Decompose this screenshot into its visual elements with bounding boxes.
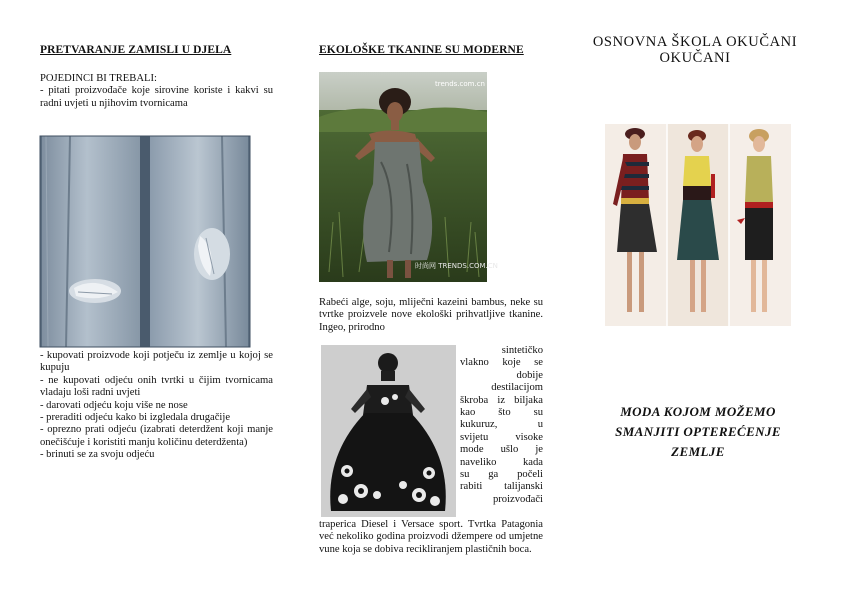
subtitle-line-1: MODA KOJOM MOŽEMO (620, 404, 776, 419)
wrap-line: proizvođači (492, 493, 543, 505)
list-item: - brinuti se za svoju odjeću (40, 449, 155, 461)
wrap-line: su ga počeli (460, 469, 543, 481)
wrap-line: škroba iz biljaka (460, 394, 543, 406)
wrap-line: svijetu visoke (460, 431, 543, 443)
col2-wrap (460, 345, 543, 506)
black-gown-photo (321, 345, 456, 517)
jeans-photo (40, 136, 250, 347)
grass-dress-photo (319, 72, 498, 282)
wrap-line: sintetičko (501, 345, 543, 356)
intro-item: - pitati proizvođače koje sirovine koriste i kakvi su radni uvjeti u njihovim tvornicama (40, 85, 273, 109)
wrap-line: dobije (516, 369, 543, 381)
wrap-line: kukuruz, u (460, 419, 543, 431)
col2-para1: Rabeći alge, soju, mliječni kazeini bambus, neke su tvrtke proizvele nove ekološki prihvatljive tkanine. Ingeo, prirodno (319, 297, 543, 333)
subtitle-line-2: SMANJITI OPTEREĆENJE (615, 424, 781, 439)
photo1-watermark-top: trends.com.cn (435, 80, 485, 88)
col2-heading: EKOLOŠKE TKANINE SU MODERNE (319, 44, 524, 56)
wrap-line: rabiti talijanski (460, 481, 543, 493)
school-line-1: OSNOVNA ŠKOLA OKUČANI (592, 34, 798, 50)
list-item: - oprezno prati odjeću (izabrati deterdžent koji manje onečišćuje i koristiti manju količinu deterdženta) (40, 424, 273, 448)
list-item: - kupovati proizvode koji potječu iz zemlje u kojoj se kupuju (40, 350, 273, 374)
intro-title: POJEDINCI BI TREBALI: (40, 73, 157, 84)
col2-para2: traperica Diesel i Versace sport. Tvrtka Patagonia već nekoliko godina proizvodi džempere od umjetne vune koja se dobiva recikliranjem plastičnih boca. (319, 519, 543, 555)
wrap-line: destilacijom (491, 382, 543, 394)
list-item: - darovati odjeću koju više ne nose (40, 399, 188, 411)
col1-heading: PRETVARANJE ZAMISLI U DJELA (40, 44, 232, 56)
school-name (560, 34, 830, 66)
photo1-watermark-bottom: 时尚网 TRENDS.COM.CN (415, 262, 498, 270)
list-item: - preraditi odjeću kako bi izgledala drugačije (40, 412, 231, 424)
wrap-line: mode ušlo je (460, 444, 543, 456)
list-item: - ne kupovati odjeću onih tvrtki u čijim tvornicama vladaju loši radni uvjeti (40, 374, 273, 399)
col1-list (40, 350, 273, 462)
wrap-line: naveliko kada (460, 456, 543, 468)
col1-intro (40, 73, 273, 110)
wrap-line: kao što su (460, 407, 543, 419)
brochure-subtitle (585, 402, 811, 462)
runway-photo (605, 124, 791, 326)
wrap-line: vlakno koje se (460, 357, 543, 369)
subtitle-line-3: ZEMLJE (671, 444, 725, 459)
school-line-2: OKUČANI (659, 50, 731, 66)
